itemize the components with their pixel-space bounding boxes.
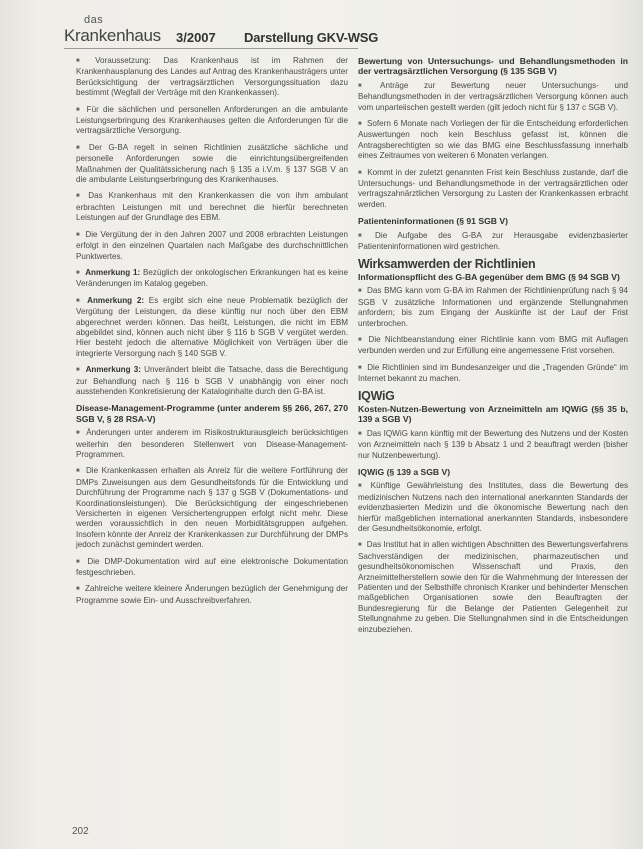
paragraph-text: Änderungen unter anderem im Risikostrukturausgleich berücksichtigen weiterhin den besonderen Stellenwert von Disease-Management-Programmen. (76, 428, 348, 459)
note-label: Anmerkung 3: (85, 365, 141, 375)
bullet-paragraph (76, 466, 348, 550)
paragraph-text: Die Krankenkassen erhalten als Anreiz für die weitere Fortführung der DMPs Zuweisungen aus dem Gesundheitsfonds für die Entwicklung und Durchführung der Programme nach § 137 g SGB V (Dokumentations- und Koordinationsleistungen). Die Berücksichtigung der eingeschriebenen Versicherten in eigenen Versichertengruppen erfolgt nicht mehr. Diese werden voraussichtlich in den neuen Morbiditätsgruppen aufgehen. Insofern könnte der Anreiz der Krankenkassen zur Durchführung der DMPs jedoch zunächst gemindert werden. (76, 466, 349, 550)
brand-logo: Krankenhaus (64, 26, 161, 45)
page-number: 202 (72, 826, 89, 837)
bullet-paragraph (76, 56, 348, 99)
paragraph-text: Die Nichtbeanstandung einer Richtlinie kann vom BMG mit Auflagen verbunden werden und zur Erfüllung eine angemessene Frist vorsehen. (358, 334, 629, 356)
bullet-paragraph (76, 230, 348, 262)
bullet-paragraph (76, 143, 348, 186)
bullet-paragraph (76, 105, 348, 137)
paragraph-text: Der G-BA regelt in seinen Richtlinien zusätzliche sächliche und personelle Anforderungen sowie die einrichtungsübergreifenden Maßnahmen der Qualitätssicherung nach § 135 a i.V.m. § 137 SGB V an die ambulante Leistungserbringung des Krankenhauses. (76, 142, 348, 185)
paragraph-text: Zahlreiche weitere kleinere Änderungen bezüglich der Genehmigung der Programme sowie Ein- und Ausschreibverfahren. (76, 584, 348, 605)
bullet-paragraph (358, 81, 628, 113)
header-rule (64, 48, 358, 49)
bullet-paragraph (76, 557, 348, 579)
paragraph-text: Bezüglich der onkologischen Erkrankungen hat es keine Veränderungen im Katalog gegeben. (76, 267, 349, 289)
subsection-heading: Disease-Management-Programme (unter anderem §§ 266, 267, 270 SGB V, § 28 RSA-V) (76, 403, 348, 424)
paragraph-text: Das BMG kann vom G-BA im Rahmen der Richtlinienprüfung nach § 94 SGB V zusätzliche Informationen und ergänzende Stellungnahmen anfordern; bis zum Eingang der Auskünfte ist der Lauf der Frist unterbrochen. (358, 286, 628, 328)
paragraph-text: Anträge zur Bewertung neuer Untersuchungs- und Behandlungsmethoden in der vertragsärztlichen Versorgung können auch vom unparteiischen gestellt werden (gilt jedoch nicht für § 137 c SGB V). (358, 80, 628, 112)
bullet-paragraph (358, 231, 628, 253)
bullet-paragraph (358, 540, 628, 635)
right-column (358, 54, 628, 641)
bullet-paragraph (76, 296, 348, 359)
brand-prefix: das (84, 14, 104, 26)
section-heading: IQWiG (358, 388, 395, 403)
subsection-heading: Bewertung von Untersuchungs- und Behandlungsmethoden in der vertragsärztlichen Versorgung (§ 135 SGB V) (358, 56, 628, 77)
subsection-heading: IQWiG (§ 139 a SGB V) (358, 467, 451, 477)
bullet-paragraph (358, 286, 628, 329)
paragraph-text: Unverändert bleibt die Tatsache, dass die Berechtigung zur Behandlung nach § 116 b SGB V unabhängig von einer noch ausstehenden Konkretisierung der Kataloginhalte durch den G-BA ist. (76, 365, 348, 396)
bullet-paragraph (76, 191, 348, 223)
paragraph-text: Die Aufgabe des G-BA zur Herausgabe evidenzbasierter Patienteninformationen wird gestrichen. (358, 230, 628, 252)
section-heading: Wirksamwerden der Richtlinien (358, 256, 536, 271)
bullet-paragraph (76, 584, 348, 606)
subsection-heading: Patienteninformationen (§ 91 SGB V) (358, 216, 508, 227)
note-label: Anmerkung 1: (85, 267, 141, 277)
paragraph-text: Das Krankenhaus mit den Krankenkassen die von ihm ambulant erbrachten Leistungen mit und berechnet die hierfür berechneten Leistungen auf der Grundlage des EBM. (76, 191, 348, 223)
subsection-heading: Kosten-Nutzen-Bewertung von Arzneimitteln am IQWiG (§§ 35 b, 139 a SGB V) (358, 403, 628, 425)
bullet-paragraph (358, 168, 628, 211)
paragraph-text: Kommt in der zuletzt genannten Frist kein Beschluss zustande, darf die Untersuchungs- und Behandlungsmethode in der vertragsärztlichen oder vertragszahnärztlichen Versorgung zu Lasten der Krankenkassen erbracht werden. (358, 167, 628, 209)
paragraph-text: Es ergibt sich eine neue Problematik bezüglich der Vergütung der Leistungen, da diese künftig nur noch über den EBM abgerechnet werden können. Das heißt, Leistungen, die nicht im EBM abgebildet sind, können auch nicht über § 116 b SGB V vergütet werden. Hier besteht jedoch die alternative Möglichkeit von Verträgen über die integrierte Versorgung nach § 140 SGB V. (76, 295, 349, 358)
bullet-paragraph (76, 365, 348, 397)
paragraph-text: Für die sächlichen und personellen Anforderungen an die ambulante Leistungserbringung des Krankenhauses gelten die Anforderungen für die vertragsärztliche Versorgung. (76, 104, 348, 136)
bullet-paragraph (358, 363, 628, 385)
paragraph-text: Voraussetzung: Das Krankenhaus ist im Rahmen der Krankenhausplanung des Landes auf Antrag des Krankenhausträgers unter Berücksichtigung der vertragsärztlichen Versorgungssituation dazu bestimmt (Wegfall der Verträge mit den Krankenkassen). (76, 56, 348, 98)
bullet-paragraph (358, 429, 628, 461)
paragraph-text: Die DMP-Dokumentation wird auf eine elektronische Dokumentation festgeschrieben. (76, 556, 349, 578)
section-title: Darstellung GKV-WSG (244, 30, 379, 45)
bullet-paragraph (76, 268, 348, 290)
paragraph-text: Die Richtlinien sind im Bundesanzeiger und die „Tragenden Gründe“ im Internet bekannt zu machen. (358, 362, 628, 384)
paragraph-text: Künftige Gewährleistung des Institutes, dass die Bewertung des medizinischen Nutzens nach den international anerkannten Standards der evidenzbasierten Medizin und die ökonomische Bewertung nach den hierfür maßgeblichen international anerkannten Standards, insbesondere der Gesundheitsökonomie, erfolgt. (358, 481, 628, 534)
bullet-paragraph (358, 481, 628, 534)
bullet-paragraph (76, 428, 348, 460)
note-label: Anmerkung 2: (87, 295, 145, 305)
paragraph-text: Die Vergütung der in den Jahren 2007 und 2008 erbrachten Leistungen erfolgt in den einzelnen Quartalen nach Maßgabe des durchschnittlichen Punktwertes. (76, 229, 349, 261)
paragraph-text: Das Institut hat in allen wichtigen Abschnitten des Bewertungsverfahrens Sachverständigen der medizinischen, pharmazeutischen und gesundheitsökonomischen Wissenschaft und Praxis, den Arzneimittelherstellern sowie den für die Wahrnehmung der Interessen der Patienten und der Selbsthilfe chronisch Kranker und behinderter Menschen maßgeblichen Organisationen sowie den Beauftragten der Bundesregierung für die Belange der Patienten Gelegenheit zur Stellungnahme zu geben. Die Stellungnahmen sind in die Entscheidungen einzubeziehen. (358, 540, 629, 634)
bullet-paragraph (358, 335, 628, 357)
subsection-heading: Informationspflicht des G-BA gegenüber dem BMG (§ 94 SGB V) (358, 271, 620, 282)
bullet-paragraph (358, 119, 628, 162)
paragraph-text: Das IQWiG kann künftig mit der Bewertung des Nutzens und der Kosten von Arzneimitteln nach § 139 b Absatz 1 und 2 beauftragt werden (bisher nur Nutzenbewertung). (358, 428, 628, 460)
paragraph-text: Sofern 6 Monate nach Vorliegen der für die Entscheidung erforderlichen Auswertungen noch kein Beschluss gefasst ist, können die Antragsberechtigten so wie das BMG eine Beschlussfassung innerhalb eines Zeitraumes von weiteren 6 Monaten verlangen. (358, 119, 628, 161)
left-column (76, 56, 348, 612)
issue-number: 3/2007 (176, 30, 216, 45)
masthead (64, 14, 624, 48)
